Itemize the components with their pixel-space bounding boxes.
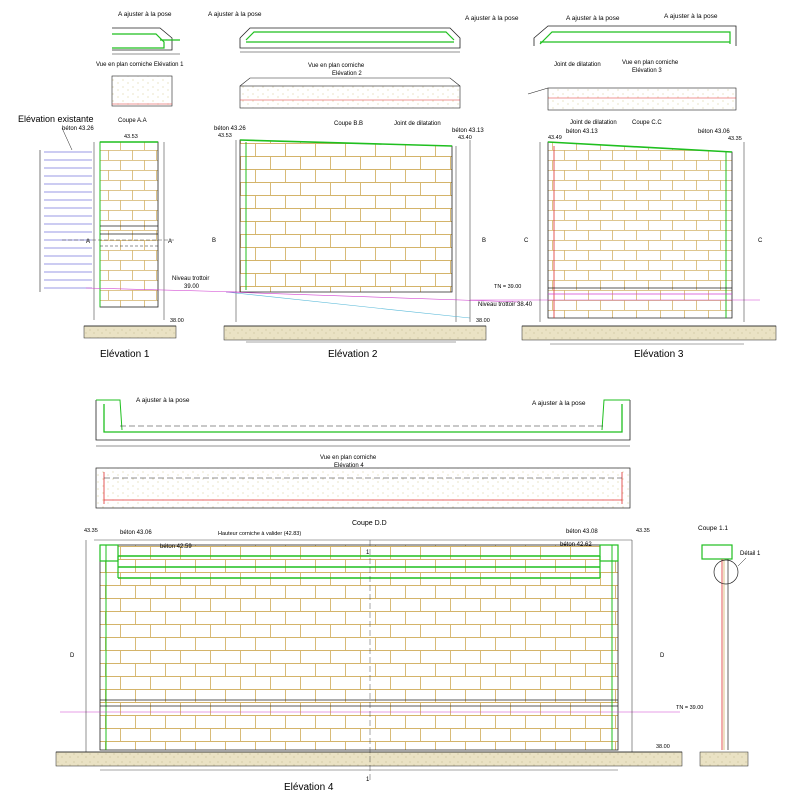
label-tn-39-e4: TN = 39.00 — [676, 705, 704, 711]
label-43-53-e1: 43.53 — [124, 134, 138, 140]
elevation-2 — [224, 140, 520, 342]
section-mark-1-bottom: 1 — [366, 777, 370, 783]
label-tn-39-e2: TN = 39.00 — [494, 284, 522, 290]
section-mark-b-left: B — [212, 238, 217, 244]
plan-view-elevation-4 — [96, 400, 630, 508]
elevation-4 — [56, 540, 682, 780]
title-elevation-4: Elévation 4 — [284, 782, 334, 793]
label-43-49-e3: 43.49 — [548, 135, 562, 141]
label-plan-elev-3a: Vue en plan corniche — [622, 60, 679, 66]
label-hauteur-corniche: Hauteur corniche à valider (42.83) — [218, 531, 302, 537]
label-beton-42-59-e4: béton 42.59 — [160, 544, 192, 550]
label-38-00-e2: 38.00 — [476, 318, 490, 324]
label-adjust-1: A ajuster à la pose — [118, 11, 172, 18]
label-plan-elev-4a: Vue en plan corniche — [320, 455, 377, 461]
label-adjust-2a: A ajuster à la pose — [208, 11, 262, 18]
label-beton-43-06-e3: béton 43.06 — [698, 129, 730, 135]
label-adjust-2b: A ajuster à la pose — [465, 15, 519, 22]
label-43-53-e2: 43.53 — [218, 133, 232, 139]
label-adjust-4b: A ajuster à la pose — [532, 400, 586, 407]
label-niveau-trottoir-val: 39.00 — [184, 284, 200, 290]
label-43-40-e2: 43.40 — [458, 135, 472, 141]
section-mark-c-left: C — [524, 238, 529, 244]
label-niveau-trottoir-38-40: Niveau trottoir 38.40 — [478, 302, 533, 308]
label-joint-3a: Joint de dilatation — [554, 62, 601, 68]
label-plan-elev-2b: Elévation 2 — [332, 71, 362, 77]
label-coupe-dd: Coupe D.D — [352, 520, 387, 527]
label-plan-elev-2a: Vue en plan corniche — [308, 63, 365, 69]
coupe-1-1 — [700, 545, 748, 766]
label-joint-3b: Joint de dilatation — [570, 120, 617, 126]
label-43-35-e3: 43.35 — [728, 136, 742, 142]
label-coupe-aa: Coupe A.A — [118, 118, 147, 124]
label-43-35-e4-left: 43.35 — [84, 528, 98, 534]
elevation-3 — [470, 142, 776, 344]
label-beton-42-62-e4: béton 42.62 — [560, 542, 592, 548]
label-beton-43-13-e2: béton 43.13 — [452, 128, 484, 134]
section-mark-b-right: B — [482, 238, 487, 244]
label-beton-43-13-e3: béton 43.13 — [566, 129, 598, 135]
section-mark-d-right: D — [660, 653, 665, 659]
label-38-00-e4: 38.00 — [656, 744, 670, 750]
label-coupe-cc: Coupe C.C — [632, 120, 662, 126]
label-plan-elev-1: Vue en plan corniche Elévation 1 — [96, 62, 184, 68]
title-elevation-1: Elévation 1 — [100, 349, 150, 360]
label-beton-43-08-e4: béton 43.08 — [566, 529, 598, 535]
section-mark-c-right: C — [758, 238, 763, 244]
label-38-00-e1: 38.00 — [170, 318, 184, 324]
section-mark-d-left: D — [70, 653, 75, 659]
label-coupe-1-1: Coupe 1.1 — [698, 525, 728, 532]
label-niveau-trottoir: Niveau trottoir — [172, 276, 210, 282]
title-elevation-3: Elévation 3 — [634, 349, 684, 360]
label-elevation-existante: Elévation existante — [18, 114, 94, 124]
elevation-1 — [40, 128, 240, 338]
label-beton-43-26-e2: béton 43.26 — [214, 126, 246, 132]
label-adjust-4a: A ajuster à la pose — [136, 397, 190, 404]
section-mark-a-left: A — [86, 239, 91, 245]
label-adjust-3a: A ajuster à la pose — [566, 15, 620, 22]
label-plan-elev-4b: Elévation 4 — [334, 463, 364, 469]
label-adjust-3b: A ajuster à la pose — [664, 13, 718, 20]
label-43-35-e4-right: 43.35 — [636, 528, 650, 534]
label-beton-43-26-e1: béton 43.26 — [62, 126, 94, 132]
label-plan-elev-3b: Elévation 3 — [632, 68, 662, 74]
title-elevation-2: Elévation 2 — [328, 349, 378, 360]
label-joint-2: Joint de dilatation — [394, 121, 441, 127]
section-mark-1-top: 1 — [366, 550, 370, 556]
label-detail-1: Détail 1 — [740, 551, 761, 557]
section-mark-a-right: A — [168, 239, 173, 245]
label-beton-43-06-e4: béton 43.06 — [120, 530, 152, 536]
label-coupe-bb: Coupe B.B — [334, 121, 364, 127]
